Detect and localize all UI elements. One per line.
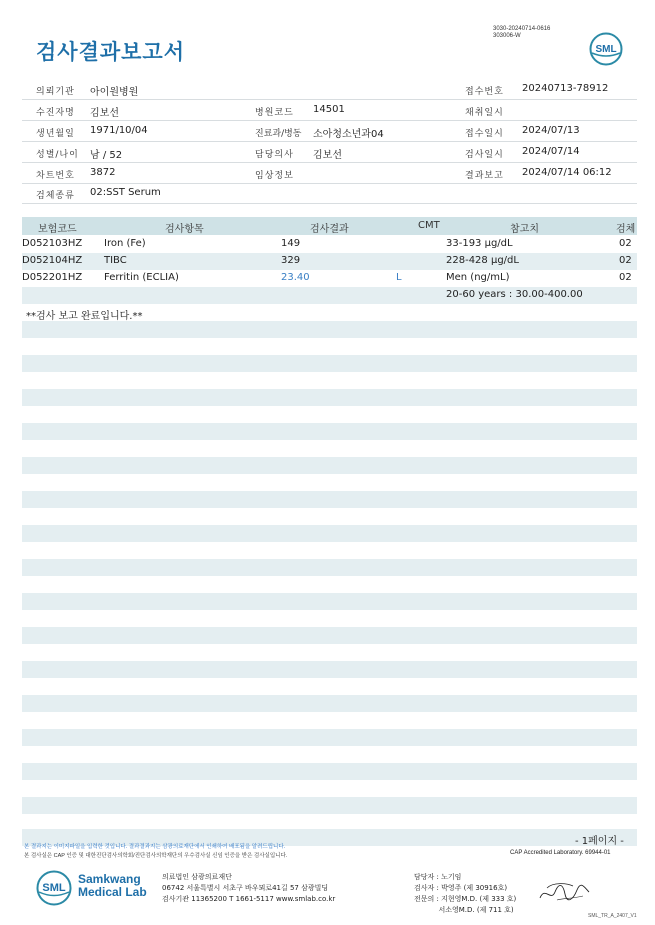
staff-line: 담당자 : 노기임 [414, 873, 462, 881]
row-stripe [22, 627, 637, 644]
clinical-label: 임상정보 [255, 171, 294, 181]
hospital-code-label: 병원코드 [255, 108, 294, 118]
row-stripe [22, 729, 637, 746]
row-result: 149 [281, 238, 301, 249]
row-ref: 228-428 µg/dL [446, 255, 519, 266]
table-row [22, 236, 637, 253]
report-date-label: 결과보고 [465, 171, 504, 181]
test-date-label: 검사일시 [465, 150, 504, 160]
row-stripe [22, 661, 637, 678]
sex-age-value: 남 / 52 [90, 150, 123, 161]
form-code: SML_TR_A_2407_V1 [588, 913, 637, 919]
row-stripe [22, 389, 637, 406]
row-stripe [22, 797, 637, 814]
row-item: Ferritin (ECLIA) [104, 272, 179, 283]
sml-logo-text: SML [595, 44, 617, 55]
row-stripe [22, 593, 637, 610]
info-row [22, 100, 637, 121]
row-ref: 33-193 µg/dL [446, 238, 513, 249]
row-flag-low: L [396, 272, 402, 283]
row-stripe [22, 491, 637, 508]
row-stripe [22, 525, 637, 542]
address-line: 06742 서울특별시 서초구 바우뫼로41길 57 삼광빌딩 [162, 884, 329, 892]
collect-date-label: 채취일시 [465, 108, 504, 118]
row-stripe [22, 695, 637, 712]
dob-value: 1971/10/04 [90, 125, 148, 136]
staff-line: 서소영M.D. (제 711 호) [414, 906, 514, 914]
info-row [22, 79, 637, 100]
info-row [22, 121, 637, 142]
document-number-line: 303006-W [493, 33, 521, 39]
receipt-no-value: 20240713-78912 [522, 83, 609, 94]
document-number [493, 26, 550, 40]
brand-line: Medical Lab [78, 885, 147, 899]
row-specimen: 02 [619, 238, 632, 249]
col-ref-header: 참고치 [510, 224, 539, 235]
row-stripe [22, 423, 637, 440]
staff-line: 검사자 : 박영주 (제 30916호) [414, 884, 508, 892]
sml-logo [589, 32, 623, 66]
specimen-label: 검체종류 [36, 191, 75, 201]
info-row [22, 163, 637, 184]
row-code: D052201HZ [22, 272, 83, 283]
name-value: 김보선 [90, 108, 119, 119]
table-row [22, 270, 637, 287]
staff-line: 전문의 : 지현영M.D. (제 333 호) [414, 895, 517, 903]
row-specimen: 02 [619, 255, 632, 266]
disclaimer-blue: 본 결과지는 이미지파일을 입력한 것입니다. 결과결과지는 삼광의료재단에서 인쇄하여 배포됨을 알려드립니다. [24, 844, 286, 850]
dept-value: 소아청소년과04 [313, 129, 384, 140]
row-result-low: 23.40 [281, 272, 310, 283]
chart-no-label: 차트번호 [36, 171, 75, 181]
institution-label: 의뢰기관 [36, 87, 75, 97]
disclaimer-accreditation: 본 검사실은 CAP 인증 및 대한진단검사의학회/진단검사의학재단의 우수검사실 신임 인증을 받은 검사실입니다. [24, 853, 288, 859]
report-date-value: 2024/07/14 06:12 [522, 167, 612, 178]
row-code: D052104HZ [22, 255, 83, 266]
results-table-header [22, 217, 637, 235]
info-row [22, 142, 637, 163]
sex-age-label: 성별/나이 [36, 150, 79, 160]
specimen-value: 02:SST Serum [90, 187, 161, 198]
document-number-line: 3030-20240714-0616 [493, 26, 551, 32]
col-code-header: 보험코드 [38, 224, 77, 235]
test-date-value: 2024/07/14 [522, 146, 580, 157]
receipt-date-value: 2024/07/13 [522, 125, 580, 136]
dept-label: 진료과/병동 [255, 129, 302, 139]
page-title: 검사결과보고서 [36, 40, 186, 64]
address-line: 의료법인 삼광의료재단 [162, 873, 232, 881]
staff-info [414, 872, 516, 916]
sml-footer-logo [36, 870, 72, 906]
brand-line: Samkwang [78, 872, 141, 886]
col-specimen-header: 검체 [616, 224, 636, 235]
row-item: TIBC [104, 255, 127, 266]
receipt-no-label: 접수번호 [465, 87, 504, 97]
dob-label: 생년월일 [36, 129, 75, 139]
signature-image [537, 880, 592, 906]
brand-name [78, 873, 147, 899]
table-row [22, 253, 637, 270]
info-row [22, 183, 637, 204]
institution-address [162, 872, 335, 905]
name-label: 수진자명 [36, 108, 75, 118]
doctor-value: 김보선 [313, 150, 342, 161]
row-item: Iron (Fe) [104, 238, 146, 249]
address-line: 검사기관 11365200 T 1661-5117 www.smlab.co.kr [162, 895, 336, 903]
sml-footer-logo-text: SML [42, 882, 66, 894]
row-ref-extra: 20-60 years : 30.00-400.00 [446, 289, 583, 300]
col-cmt-header: CMT [418, 220, 440, 231]
page-number: - 1페이지 - [575, 836, 624, 847]
row-stripe [22, 321, 637, 338]
row-stripe [22, 763, 637, 780]
table-row [22, 287, 637, 304]
row-result: 329 [281, 255, 301, 266]
row-stripe [22, 457, 637, 474]
chart-no-value: 3872 [90, 167, 116, 178]
col-result-header: 검사결과 [310, 224, 349, 235]
col-item-header: 검사항목 [165, 224, 204, 235]
row-code: D052103HZ [22, 238, 83, 249]
row-specimen: 02 [619, 272, 632, 283]
institution-value: 아이원병원 [90, 87, 139, 98]
doctor-label: 담당의사 [255, 150, 294, 160]
row-stripe [22, 355, 637, 372]
receipt-date-label: 접수일시 [465, 129, 504, 139]
row-ref: Men (ng/mL) [446, 272, 510, 283]
cap-accreditation: CAP Accredited Laboratory. 69944-01 [510, 850, 611, 856]
row-stripe [22, 559, 637, 576]
completion-note: **검사 보고 완료입니다.** [26, 311, 143, 322]
hospital-code-value: 14501 [313, 104, 345, 115]
